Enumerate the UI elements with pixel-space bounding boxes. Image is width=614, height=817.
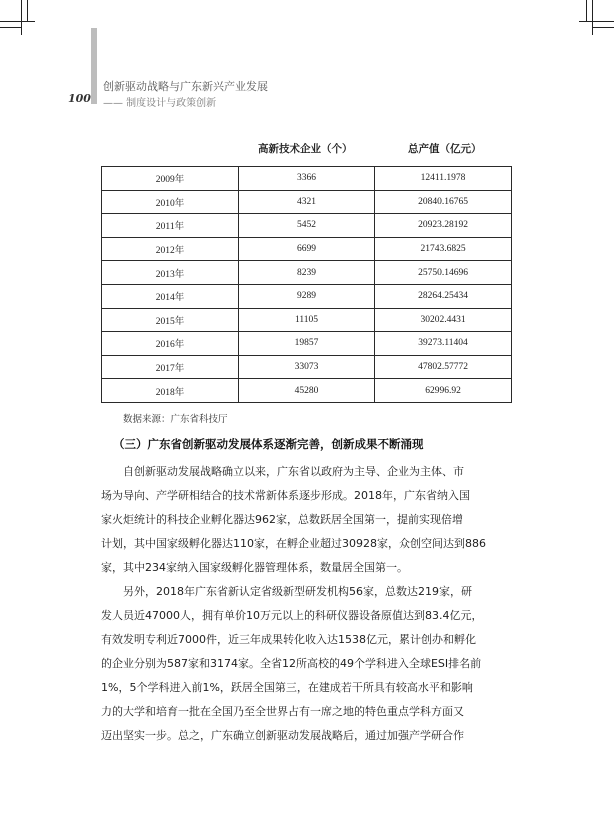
header-subtitle: —— 制度设计与政策创新	[103, 98, 217, 109]
table-row	[102, 379, 512, 403]
data-table	[101, 166, 512, 403]
table-row	[102, 261, 512, 285]
enterprises-cell: 19857	[239, 332, 375, 356]
year-cell: 2010年	[102, 190, 239, 214]
output-cell: 21743.6825	[375, 237, 512, 261]
output-cell: 12411.1978	[375, 167, 512, 191]
enterprises-cell: 11105	[239, 308, 375, 332]
table-row	[102, 237, 512, 261]
table-row	[102, 355, 512, 379]
year-cell: 2018年	[102, 379, 239, 403]
enterprises-cell: 9289	[239, 284, 375, 308]
crop-mark	[579, 21, 614, 22]
output-cell: 30202.4431	[375, 308, 512, 332]
crop-mark	[592, 0, 593, 35]
enterprises-cell: 3366	[239, 167, 375, 191]
body-text-line: 迈出坚实一步。总之，广东确立创新驱动发展战略后，通过加强产学研合作	[101, 729, 464, 742]
output-cell: 39273.11404	[375, 332, 512, 356]
body-text-line: 的企业分别为587家和3174家。全省12所高校的49个学科进入全球ESI排名前	[101, 657, 482, 670]
output-cell: 47802.57772	[375, 355, 512, 379]
enterprises-cell: 4321	[239, 190, 375, 214]
body-text-line: 1%，5个学科进入前1%，跃居全国第三，在建成若干所具有较高水平和影响	[101, 681, 473, 694]
body-text-line: 发人员近47000人，拥有单价10万元以上的科研仪器设备原值达到83.4亿元，	[101, 609, 483, 622]
year-cell: 2014年	[102, 284, 239, 308]
body-text-line: 家，其中234家纳入国家级孵化器管理体系，数量居全国第一。	[101, 561, 408, 574]
body-text-line: 力的大学和培育一批在全国乃至全世界占有一席之地的特色重点学科方面又	[101, 705, 464, 718]
column-header-enterprises: 高新技术企业（个）	[258, 143, 353, 155]
body-text-line: 有效发明专利近7000件，近三年成果转化收入达1538亿元，累计创办和孵化	[101, 633, 476, 646]
header-bar	[91, 28, 97, 104]
output-cell: 28264.25434	[375, 284, 512, 308]
crop-mark	[0, 21, 35, 22]
year-cell: 2016年	[102, 332, 239, 356]
table-row	[102, 308, 512, 332]
enterprises-cell: 5452	[239, 214, 375, 238]
year-cell: 2012年	[102, 237, 239, 261]
table-source-note: 数据来源：广东省科技厅	[123, 414, 228, 425]
table-row	[102, 214, 512, 238]
table-row	[102, 284, 512, 308]
body-text-line: 场为导向、产学研相结合的技术常新体系逐步形成。2018年，广东省纳入国	[101, 489, 470, 502]
year-cell: 2013年	[102, 261, 239, 285]
output-cell: 20840.16765	[375, 190, 512, 214]
crop-mark	[593, 27, 614, 28]
output-cell: 25750.14696	[375, 261, 512, 285]
body-text-line: 家火炬统计的科技企业孵化器达962家，总数跃居全国第一，提前实现倍增	[101, 513, 463, 526]
body-text-line: 另外，2018年广东省新认定省级新型研发机构56家，总数达219家，研	[101, 585, 472, 598]
year-cell: 2009年	[102, 167, 239, 191]
body-text-line: 自创新驱动发展战略确立以来，广东省以政府为主导、企业为主体、市	[101, 465, 464, 478]
enterprises-cell: 33073	[239, 355, 375, 379]
body-text-line: 计划，其中国家级孵化器达110家，在孵企业超过30928家，众创空间达到886	[101, 537, 486, 550]
enterprises-cell: 8239	[239, 261, 375, 285]
output-cell: 20923.28192	[375, 214, 512, 238]
crop-mark	[0, 27, 21, 28]
year-cell: 2015年	[102, 308, 239, 332]
crop-mark	[27, 0, 28, 21]
section-heading: （三）广东省创新驱动发展体系逐渐完善，创新成果不断涌现	[113, 437, 424, 451]
output-cell: 62996.92	[375, 379, 512, 403]
column-header-output: 总产值（亿元）	[408, 143, 482, 155]
table-row	[102, 167, 512, 191]
enterprises-cell: 45280	[239, 379, 375, 403]
header-title: 创新驱动战略与广东新兴产业发展	[103, 80, 268, 93]
year-cell: 2017年	[102, 355, 239, 379]
crop-mark	[586, 0, 587, 21]
enterprises-cell: 6699	[239, 237, 375, 261]
table-row	[102, 332, 512, 356]
year-cell: 2011年	[102, 214, 239, 238]
table-row	[102, 190, 512, 214]
page-number: 100	[68, 92, 91, 105]
crop-mark	[21, 0, 22, 35]
